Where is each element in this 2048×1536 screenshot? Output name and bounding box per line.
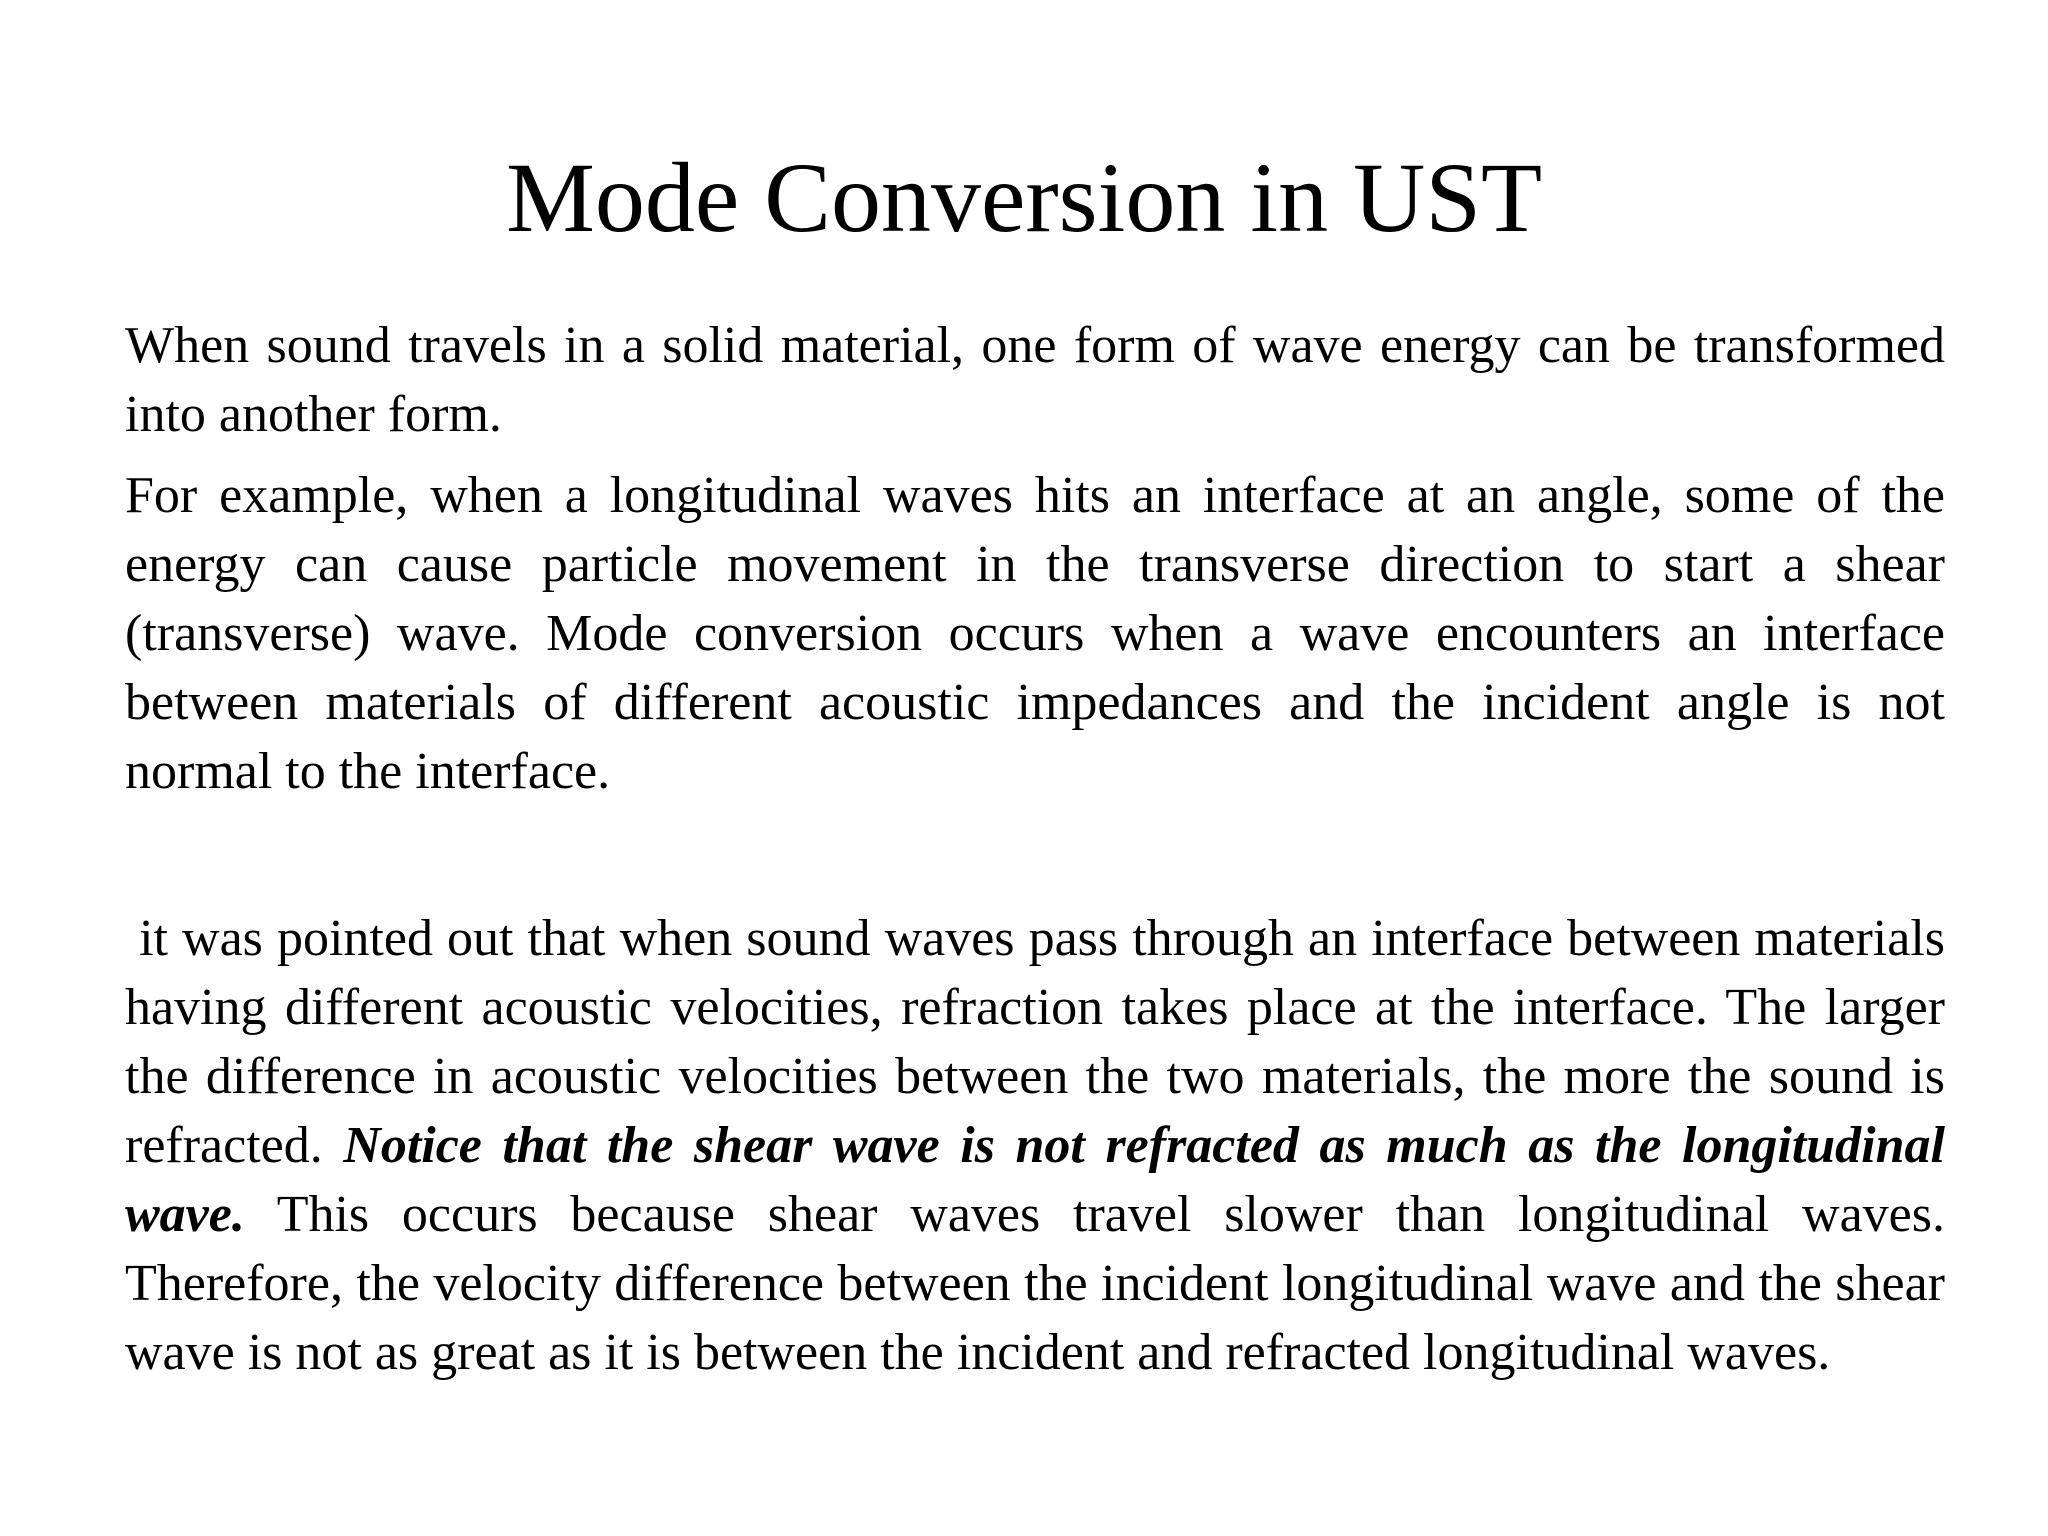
paragraph-refraction (125, 904, 1945, 1387)
paragraph-example (125, 461, 1945, 806)
paragraph-refraction-before: it was pointed out that when sound waves pass through an interface between materials having different acoustic velocities, refraction takes place at the interface. The larger the difference in acoustic velocities between the two materials, the more the sound is refracted. (125, 910, 1945, 1174)
slide-title: Mode Conversion in UST (505, 142, 1543, 253)
paragraph-example-text: For example, when a longitudinal waves hits an interface at an angle, some of the energy can cause particle movement in the transverse direction to start a shear (transverse) wave. Mode conversion occurs when a wave encounters an interface between materials of different acoustic impedances and the incident angle is not normal to the interface. (125, 467, 1945, 800)
paragraph-refraction-emphasis: Notice that the shear wave is not refracted as much as the longitudinal wave. (125, 1117, 1945, 1243)
paragraph-refraction-text (125, 904, 1945, 1387)
paragraph-refraction-after: This occurs because shear waves travel slower than longitudinal waves. Therefore, the velocity difference between the incident longitudinal wave and the shear wave is not as great as it is between the incident and refracted longitudinal waves. (125, 1186, 1945, 1381)
paragraph-intro (125, 311, 1945, 449)
paragraph-intro-text: When sound travels in a solid material, one form of wave energy can be transformed into another form. (125, 317, 1945, 443)
